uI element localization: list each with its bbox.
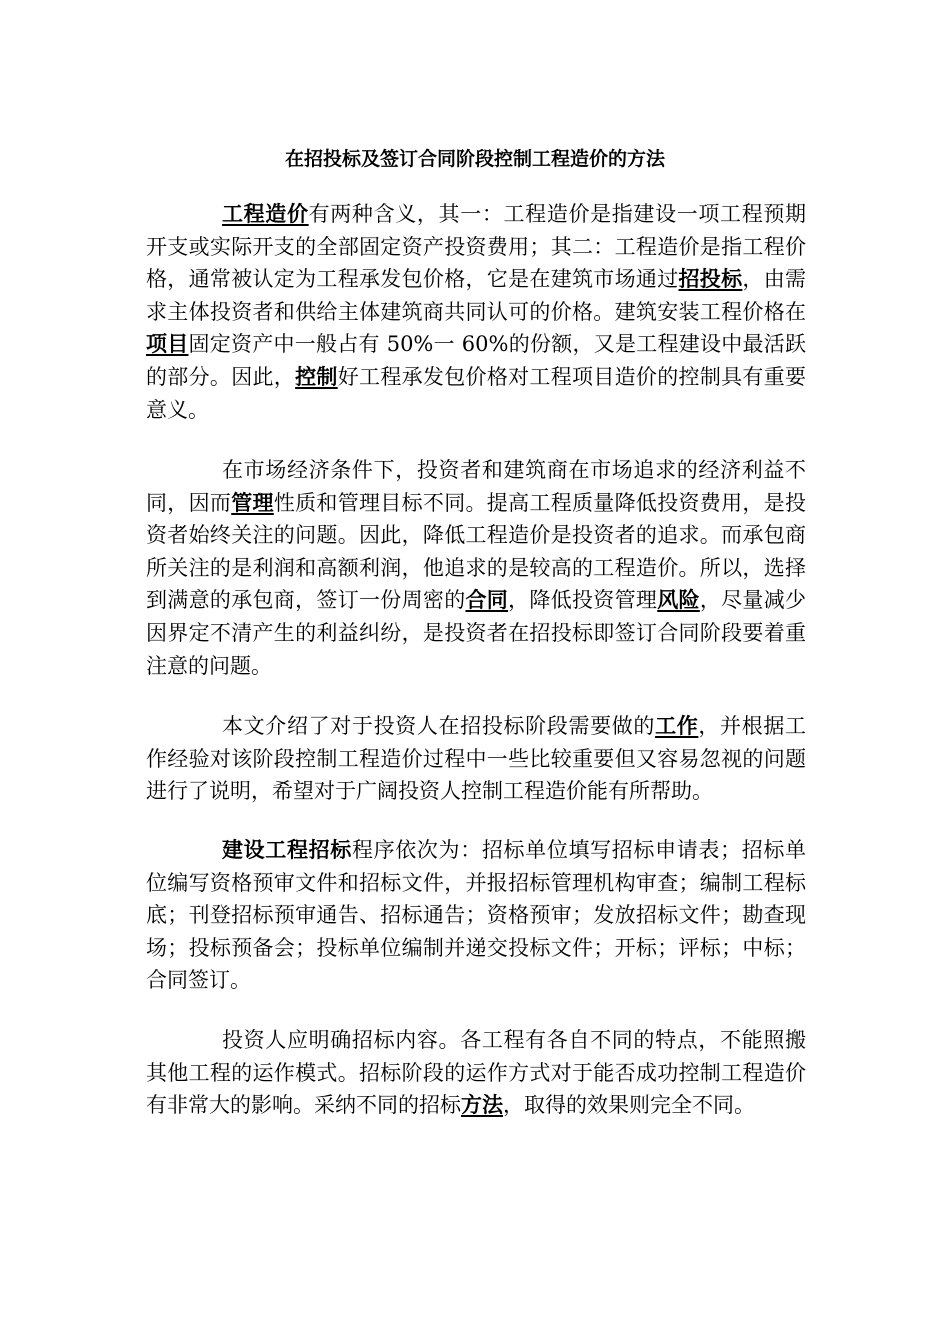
paragraph-text: ，由需求主体投资者和供给主体建筑商共同认可的价格。建筑安装工程价格在 [146,267,807,324]
keyword-link-kongzhi[interactable]: 控制 [295,364,338,389]
paragraph-text: 性质和管理目标不同。提高工程质量降低投资费用，是投资者始终关注的问题。因此，降低工程造价是投资者的追求。而承包商所关注的是利润和高额利润，他追求的是较高的工程造价。所以，选择到满意的承包商，签订一份周密的 [146,490,807,613]
keyword-link-gongcheng-zaojia[interactable]: 工程造价 [222,202,309,226]
paragraph-text: ，并根据工作经验对该阶段控制工程造价过程中一些比较重要但又容易忽视的问题进行了说明，希望对于广阔投资人控制工程造价能有所帮助。 [146,714,807,804]
paragraph-text: ，尽量减少因界定不清产生的利益纠纷，是投资者在招投标即签订合同阶段要着重注意的问题。 [146,588,807,678]
paragraph-1 [146,198,806,426]
keyword-link-guanli[interactable]: 管理 [231,490,274,515]
document-title: 在招投标及签订合同阶段控制工程造价的方法 [284,148,665,170]
paragraph-5 [146,1024,806,1122]
paragraph-4 [146,834,806,997]
paragraph-2 [146,454,806,682]
keyword-link-fengxian[interactable]: 风险 [657,588,700,613]
keyword-jianshe-gongcheng-zhaobiao: 建设工程招标 [222,838,352,862]
keyword-link-fangfa[interactable]: 方法 [461,1093,503,1118]
paragraph-3 [146,710,806,808]
paragraph-text: ，取得的效果则完全不同。 [503,1093,755,1118]
paragraph-text: 好工程承发包价格对工程项目造价的控制具有重要意义。 [146,364,807,422]
paragraph-text: 程序依次为：招标单位填写招标申请表；招标单位编写资格预审文件和招标文件，并报招标管理机构审查；编制工程标底；刊登招标预审通告、招标通告；资格预审；发放招标文件；勘查现场；投标预备会；投标单位编制并递交投标文件；开标；评标；中标；合同签订。 [146,838,807,993]
paragraph-text: 投资人应明确招标内容。各工程有各自不同的特点，不能照搬其他工程的运作模式。招标阶段的运作方式对于能否成功控制工程造价有非常大的影响。采纳不同的招标 [146,1028,806,1118]
paragraph-text: 有两种含义，其一：工程造价是指建设一项工程预期开支或实际开支的全部固定资产投资费用；其二：工程造价是指工程价格，通常被认定为工程承发包价格，它是在建筑市场通过 [146,202,807,292]
keyword-link-zhaotoubiao[interactable]: 招投标 [678,267,743,292]
paragraph-text: 在市场经济条件下，投资者和建筑商在市场追求的经济利益不同，因而 [146,458,806,515]
keyword-link-gongzuo[interactable]: 工作 [655,714,699,738]
paragraph-text: 固定资产中一般占有 50%一 60%的份额，又是工程建设中最活跃的部分。因此， [146,332,807,389]
keyword-link-xiangmu[interactable]: 项目 [146,332,189,357]
paragraph-text: ，降低投资管理 [508,588,658,613]
keyword-link-hetong[interactable]: 合同 [465,588,509,613]
paragraph-text: 本文介绍了对于投资人在招投标阶段需要做的 [222,714,656,738]
